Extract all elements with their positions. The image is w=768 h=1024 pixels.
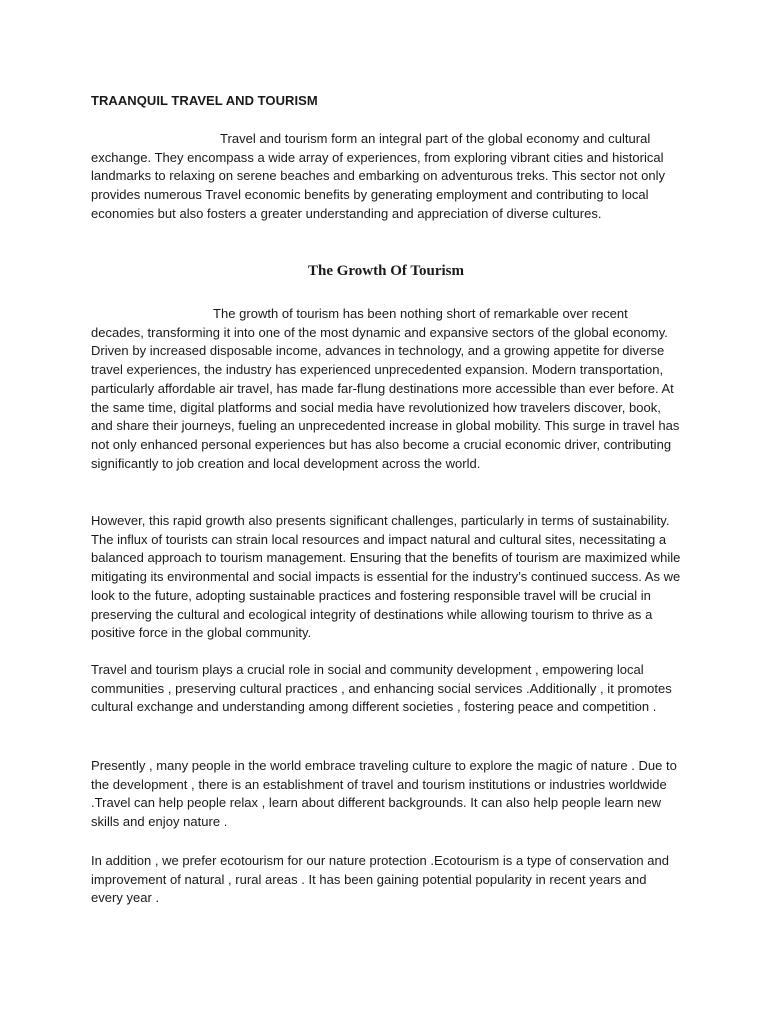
section-heading: The Growth Of Tourism [308,263,464,279]
paragraph-presently: Presently , many people in the world embrace traveling culture to explore the magic of nature . Due to the development , there is an establishment of travel and tourism institutions or industries worldwide .Travel can help people relax , learn about different backgrounds. It can also help people learn new skills and enjoy nature . [91,758,677,830]
paragraph-ecotourism: In addition , we prefer ecotourism for our nature protection .Ecotourism is a type of conservation and improvement of natural , rural areas . It has been gaining potential popularity in recent years and every year . [91,853,669,906]
paragraph-community-development: Travel and tourism plays a crucial role in social and community development , empowering local communities , preserving cultural practices , and enhancing social services .Additionally , it promotes cultural exchange and understanding among different societies , fostering peace and competition . [91,662,672,715]
intro-paragraph: Travel and tourism form an integral part of the global economy and cultural exchange. They encompass a wide array of experiences, from exploring vibrant cities and historical landmarks to relaxing on serene beaches and embarking on adventurous treks. This sector not only provides numerous Travel economic benefits by generating employment and contributing to local economies but also fosters a greater understanding and appreciation of diverse cultures. [91,131,666,221]
paragraph-challenges: However, this rapid growth also presents significant challenges, particularly in terms of sustainability. The influx of tourists can strain local resources and impact natural and cultural sites, necessitating a balanced approach to tourism management. Ensuring that the benefits of tourism are maximized while mitigating its environmental and social impacts is essential for the industry’s continued success. As we look to the future, adopting sustainable practices and fostering responsible travel will be crucial in preserving the cultural and ecological integrity of destinations while allowing tourism to thrive as a positive force in the global community. [91,513,681,641]
paragraph-growth: The growth of tourism has been nothing short of remarkable over recent decades, transforming it into one of the most dynamic and expansive sectors of the global economy. Driven by increased disposable income, advances in technology, and a growing appetite for diverse travel experiences, the industry has experienced unprecedented expansion. Modern transportation, particularly affordable air travel, has made far-flung destinations more accessible than ever before. At the same time, digital platforms and social media have revolutionized how travelers discover, book, and share their journeys, fueling an unprecedented increase in global mobility. This surge in travel has not only enhanced personal experiences but has also become a crucial economic driver, contributing significantly to job creation and local development across the world. [91,306,680,471]
document-title: TRAANQUIL TRAVEL AND TOURISM [91,93,318,108]
